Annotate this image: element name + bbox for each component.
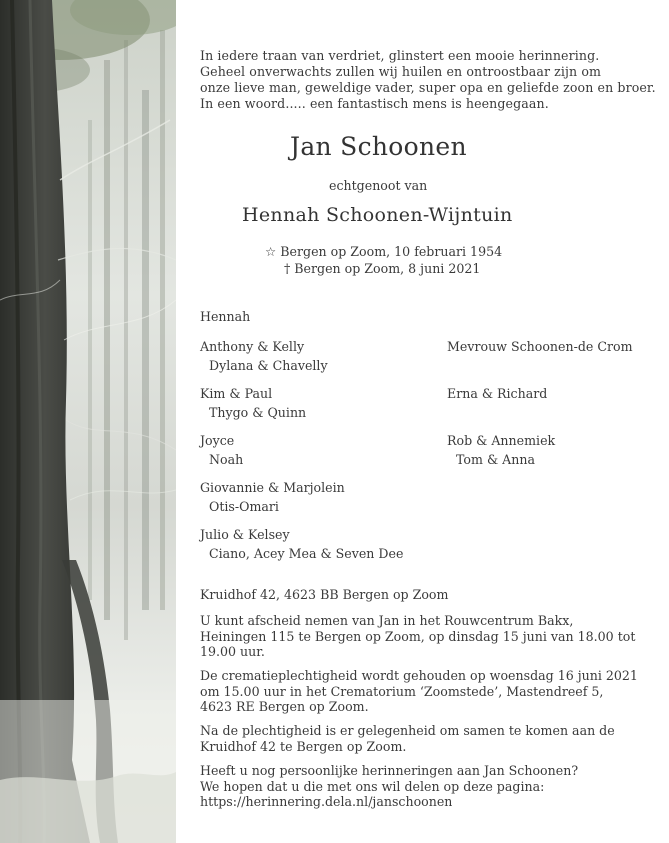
cremation-paragraph [200, 668, 638, 715]
spouse-intro: echtgenoot van [329, 178, 428, 193]
intro-line: Geheel onverwachts zullen wij huilen en ontroostbaar zijn om [200, 64, 602, 79]
family-children: Ciano, Acey Mea & Seven Dee [209, 546, 404, 561]
paragraph-line: Na de plechtigheid is er gelegenheid om samen te komen aan de [200, 723, 615, 738]
family-group [200, 337, 328, 375]
viewing-paragraph [200, 613, 636, 660]
paragraph-line: Kruidhof 42 te Bergen op Zoom. [200, 738, 407, 754]
paragraph-line: Heiningen 115 te Bergen op Zoom, op dinsdag 15 juni van 18.00 tot [200, 628, 636, 644]
gathering-paragraph [200, 723, 615, 754]
family-children: Thygo & Quinn [209, 405, 307, 420]
family-parents: Julio & Kelsey [200, 527, 290, 542]
family-parents: Kim & Paul [200, 386, 273, 401]
family-parents: Joyce [200, 433, 235, 448]
paragraph-line: 4623 RE Bergen op Zoom. [200, 699, 369, 714]
family-group [200, 478, 345, 516]
memories-link[interactable]: https://herinnering.dela.nl/janschoonen [200, 794, 453, 809]
family-spouse: Hennah [200, 309, 251, 324]
memories-paragraph [200, 763, 598, 810]
family-children: Dylana & Chavelly [209, 358, 328, 373]
family-parents: Erna & Richard [447, 386, 548, 401]
family-parents: Mevrouw Schoonen-de Crom [447, 339, 633, 354]
paragraph-line: De crematieplechtigheid wordt gehouden op woensdag 16 juni 2021 [200, 668, 638, 683]
family-parents: Anthony & Kelly [200, 339, 305, 354]
family-group [447, 384, 547, 403]
paragraph-line: Heeft u nog persoonlijke herinneringen aan Jan Schoonen? [200, 763, 579, 778]
family-children: Otis-Omari [209, 499, 279, 514]
family-group [200, 431, 243, 469]
life-dates [265, 243, 502, 277]
death-line: † Bergen op Zoom, 8 juni 2021 [284, 261, 481, 276]
paragraph-line: 19.00 uur. [200, 644, 265, 659]
family-children: Noah [209, 452, 244, 467]
family-parents: Giovannie & Marjolein [200, 480, 345, 495]
family-parents: Rob & Annemiek [447, 433, 556, 448]
spouse-name: Hennah Schoonen-Wijntuin [242, 204, 513, 226]
intro-line: In iedere traan van verdriet, glinstert een mooie herinnering. [200, 48, 600, 63]
home-address: Kruidhof 42, 4623 BB Bergen op Zoom [200, 587, 449, 602]
family-group [447, 337, 633, 356]
paragraph-line: We hopen dat u die met ons wil delen op deze pagina: [200, 778, 545, 794]
forest-photo [0, 0, 176, 843]
family-group [200, 384, 306, 422]
paragraph-line: U kunt afscheid nemen van Jan in het Rouwcentrum Bakx, [200, 613, 574, 628]
paragraph-line: om 15.00 uur in het Crematorium ‘Zoomstede’, Mastendreef 5, [200, 683, 604, 699]
intro-line: onze lieve man, geweldige vader, super opa en geliefde zoon en broer. [200, 80, 656, 95]
intro-verse [200, 48, 656, 112]
intro-line: In een woord..... een fantastisch mens is heengegaan. [200, 96, 549, 111]
deceased-name: Jan Schoonen [290, 132, 467, 161]
family-group [447, 431, 555, 469]
family-group [200, 525, 403, 563]
family-children: Tom & Anna [456, 452, 535, 467]
birth-line: ☆ Bergen op Zoom, 10 februari 1954 [265, 244, 503, 259]
